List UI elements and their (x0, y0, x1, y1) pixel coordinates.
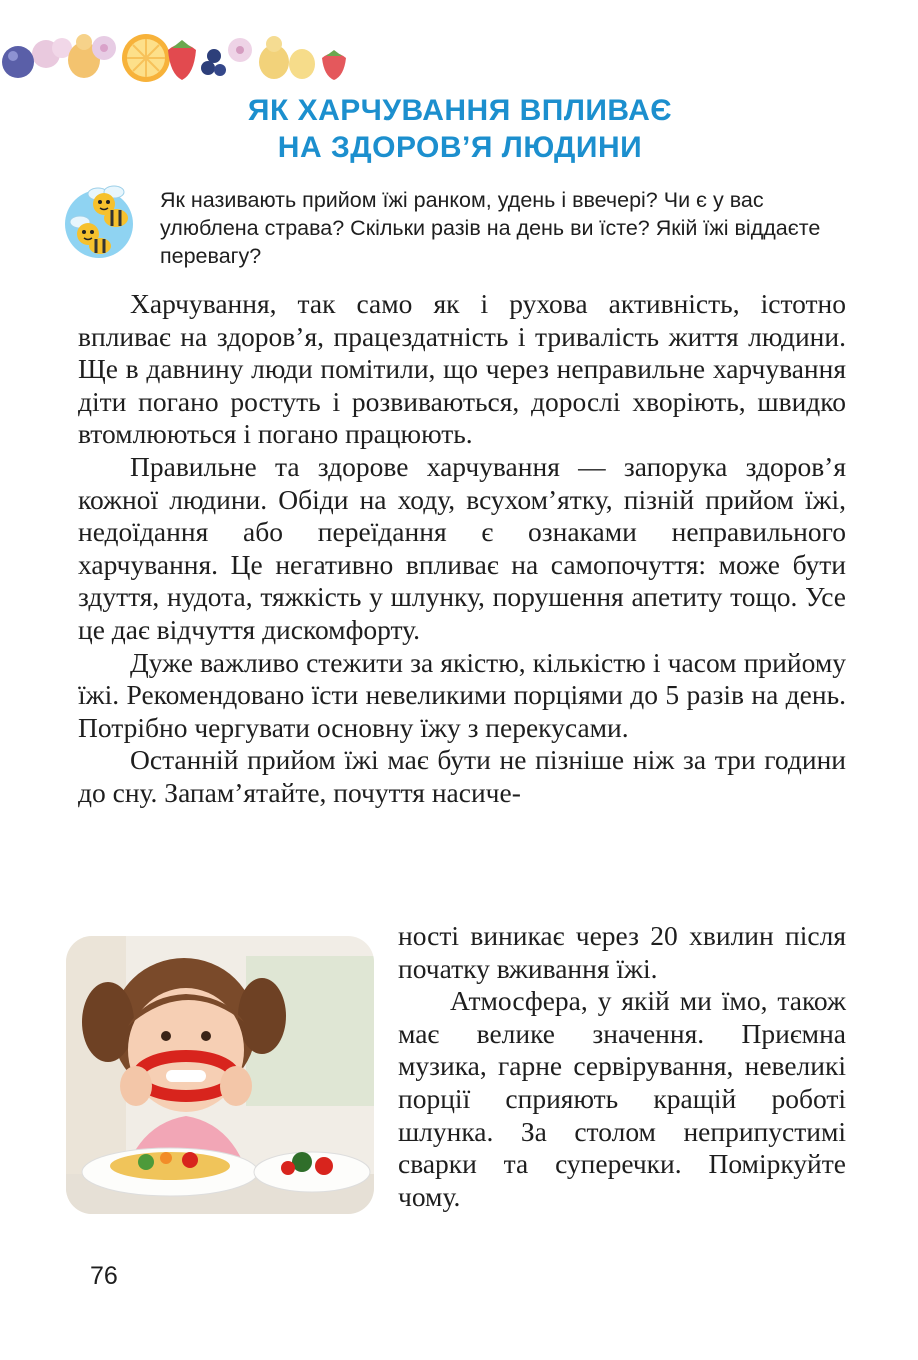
intro-questions: Як називають прийом їжі ранком, удень і ввечері? Чи є у вас улюблена страва? Скільки разів на день ви їсте? Якій їжі віддаєте перевагу? (160, 188, 821, 268)
girl-eating-photo (66, 936, 374, 1214)
main-text (78, 288, 846, 810)
bee-icon (58, 180, 140, 262)
orange-slice-icon (122, 34, 170, 82)
paragraph-4-continuation: ності виникає через 20 хвилин після початку вживання їжі. (398, 920, 846, 984)
plum-icon (2, 46, 34, 78)
paragraph-4: Останній прийом їжі має бути не пізніше ніж за три години до сну. Запам’ятайте, почуття насиче- (78, 744, 846, 808)
page-number: 76 (90, 1262, 118, 1290)
paragraph-1: Харчування, так само як і рухова активність, істотно впливає на здоров’я, працездатність і тривалість життя людини. Ще в давнину люди помітили, що через неправильне харчування діти погано ростуть і розвиваються, дорослі хворіють, швидко втомлюються і погано працюють. (78, 288, 846, 450)
page-title (120, 92, 800, 166)
flower-icon (92, 36, 116, 60)
title-line-2: НА ЗДОРОВ’Я ЛЮДИНИ (277, 131, 643, 164)
wrapped-text (398, 920, 846, 1213)
strawberry-icon (322, 50, 346, 80)
paragraph-2: Правильне та здорове харчування — запорука здоров’я кожної людини. Обіди на ходу, всухом’ятку, пізній прийом їжі, недоїдання або переїдання є ознаками неправильного харчування. Це негативно впливає на самопочуття: може бути здуття, нудота, тяжкість у шлунку, порушення апетиту тощо. Усе це дає відчуття дискомфорту. (78, 450, 846, 645)
strawberry-icon (168, 40, 196, 80)
fruit-banner (0, 18, 360, 82)
paragraph-5: Атмосфера, у якій ми їмо, також має велике значення. Приємна музика, гарне сервірування, невеликі порції сприяють кращій роботі шлунка. За столом неприпустимі сварки та суперечки. Поміркуйте чому. (398, 985, 846, 1212)
flower-icon (228, 38, 252, 62)
blueberry-icon (201, 49, 226, 76)
title-line-1: ЯК ХАРЧУВАННЯ ВПЛИВАЄ (247, 94, 673, 127)
paragraph-3: Дуже важливо стежити за якістю, кількістю і часом прийому їжі. Рекомендовано їсти невеликими порціями до 5 разів на день. Потрібно чергувати основну їжу з перекусами. (78, 646, 846, 743)
flower-icon (32, 38, 72, 68)
pear-icon (259, 36, 315, 79)
